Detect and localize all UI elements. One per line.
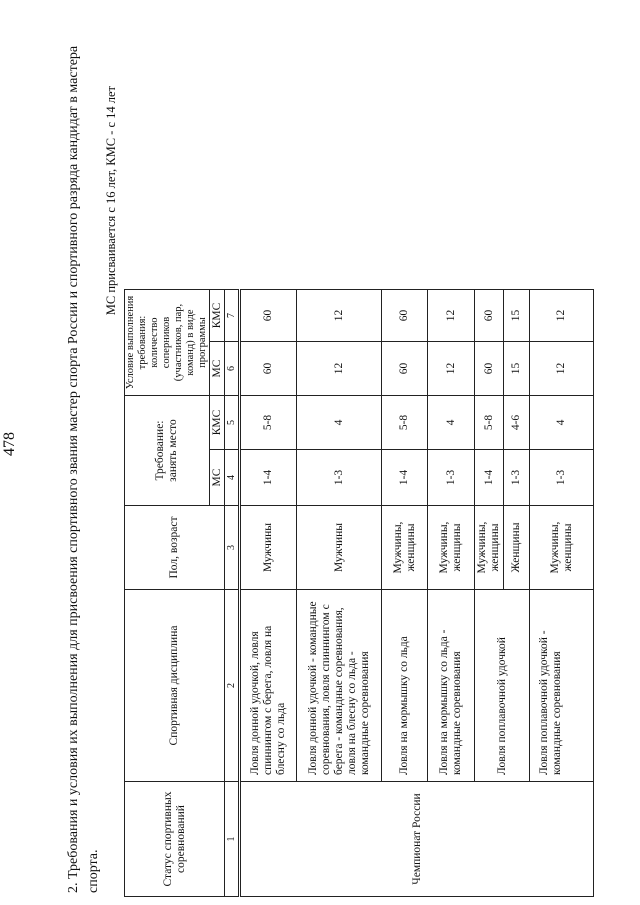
column-number: 2 [225, 590, 240, 782]
cond-kms-cell: 60 [475, 290, 504, 342]
place-ms-cell: 1-3 [504, 450, 530, 506]
place-ms-cell: 1-3 [530, 450, 594, 506]
discipline-cell: Ловля донной удочкой, ловля спиннингом с берега, ловля на блесну со льда [240, 590, 297, 782]
gender-cell: Мужчины, женщины [382, 506, 428, 590]
cond-ms-cell: 12 [428, 342, 475, 396]
place-kms-cell: 4 [428, 396, 475, 450]
discipline-cell: Ловля донной удочкой - командные соревнования, ловля спиннингом с берега - командные соревнования, ловля на блесну со льда - командные соревнования [297, 590, 382, 782]
place-ms-cell: 1-4 [240, 450, 297, 506]
column-number: 5 [225, 396, 240, 450]
cond-ms-cell: 15 [504, 342, 530, 396]
gender-cell: Мужчины, женщины [530, 506, 594, 590]
header-row [125, 290, 210, 897]
header-requirement-place [125, 396, 210, 506]
cond-ms-cell: 60 [240, 342, 297, 396]
page-number: 478 [1, 432, 18, 456]
discipline-cell: Ловля на мормышку со льда - командные соревнования [428, 590, 475, 782]
column-number: 6 [225, 342, 240, 396]
header-ms-place: МС [210, 450, 225, 506]
requirements-table [124, 289, 594, 897]
gender-cell: Женщины [504, 506, 530, 590]
place-kms-cell: 5-8 [475, 396, 504, 450]
place-ms-cell: 1-3 [297, 450, 382, 506]
age-note: МС присваивается с 16 лет, КМС - с 14 лет [104, 86, 118, 316]
header-status: Статус спортивных соревнований [125, 782, 225, 897]
cond-kms-cell: 12 [530, 290, 594, 342]
requirement-subtitle: занять место [167, 419, 179, 482]
cond-kms-cell: 60 [382, 290, 428, 342]
place-kms-cell: 5-8 [382, 396, 428, 450]
place-kms-cell: 4 [297, 396, 382, 450]
place-ms-cell: 1-3 [428, 450, 475, 506]
column-number-row [225, 290, 240, 897]
status-cell: Чемпионат России [240, 782, 594, 897]
place-ms-cell: 1-4 [475, 450, 504, 506]
cond-ms-cell: 12 [297, 342, 382, 396]
header-discipline: Спортивная дисциплина [125, 590, 225, 782]
table-row [240, 290, 297, 897]
cond-kms-cell: 60 [240, 290, 297, 342]
gender-cell: Мужчины [240, 506, 297, 590]
cond-kms-cell: 12 [297, 290, 382, 342]
cond-kms-cell: 15 [504, 290, 530, 342]
header-kms-place: КМС [210, 396, 225, 450]
cond-kms-cell: 12 [428, 290, 475, 342]
header-gender-age: Пол, возраст [125, 506, 225, 590]
place-ms-cell: 1-4 [382, 450, 428, 506]
section-heading: 2. Требования и условия их выполнения для присвоения спортивного звания мастер спорта России и спортивного разряда кандидат в мастера спорта. [66, 45, 101, 893]
header-ms-cond: МС [210, 342, 225, 396]
column-number: 7 [225, 290, 240, 342]
header-condition: Условие выполнения требования: количество соперников (участников, пар, команд) в виде программы [125, 290, 210, 396]
place-kms-cell: 4 [530, 396, 594, 450]
gender-cell: Мужчины, женщины [428, 506, 475, 590]
discipline-cell: Ловля на мормышку со льда [382, 590, 428, 782]
column-number: 4 [225, 450, 240, 506]
header-kms-cond: КМС [210, 290, 225, 342]
place-kms-cell: 4-6 [504, 396, 530, 450]
cond-ms-cell: 60 [382, 342, 428, 396]
column-number: 3 [225, 506, 240, 590]
discipline-cell: Ловля поплавочной удочкой [475, 590, 530, 782]
cond-ms-cell: 60 [475, 342, 504, 396]
gender-cell: Мужчины [297, 506, 382, 590]
place-kms-cell: 5-8 [240, 396, 297, 450]
column-number: 1 [225, 782, 240, 897]
gender-cell: Мужчины, женщины [475, 506, 504, 590]
cond-ms-cell: 12 [530, 342, 594, 396]
requirement-title: Требование: [154, 420, 166, 481]
discipline-cell: Ловля поплавочной удочкой - командные соревнования [530, 590, 594, 782]
